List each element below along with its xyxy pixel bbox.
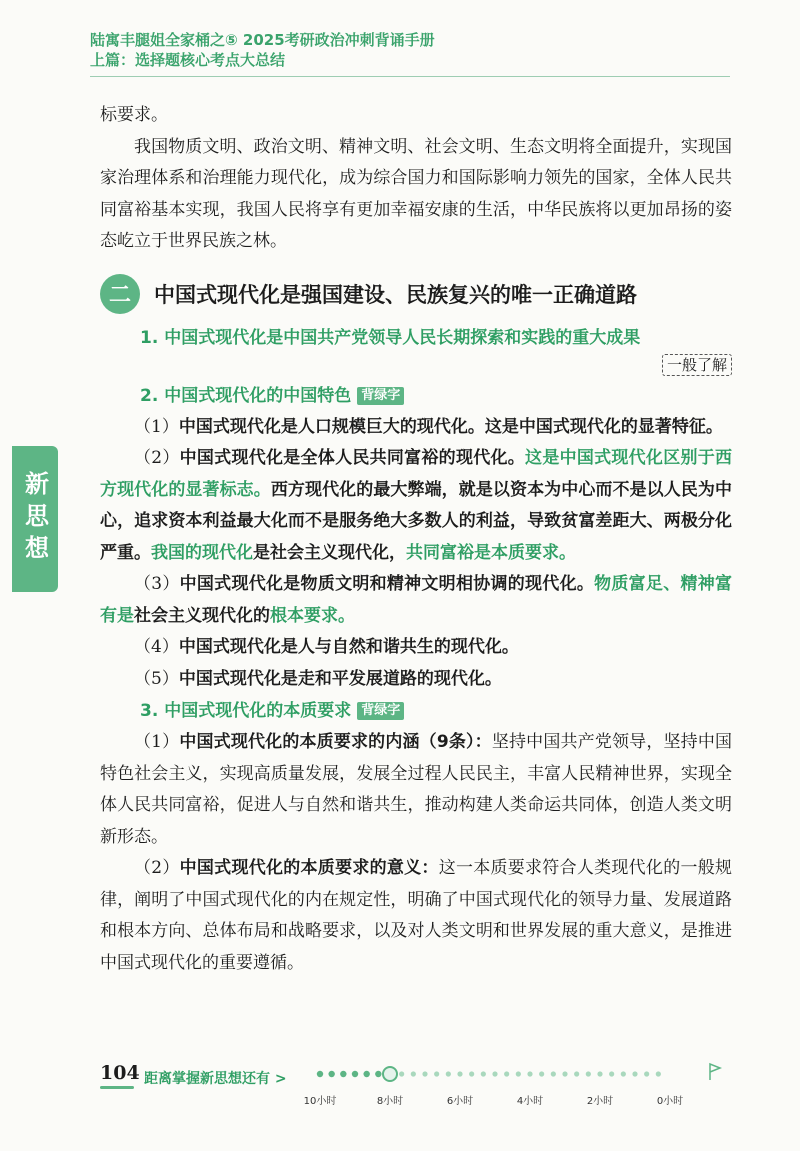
running-header — [90, 30, 730, 77]
hours-label: 10小时 — [303, 1096, 337, 1107]
item-3-2 — [100, 853, 732, 979]
item-number: （1） — [134, 732, 180, 752]
item-2-1 — [100, 412, 732, 444]
item-bold-text: 中国式现代化的本质要求的内涵（9条）： — [179, 732, 492, 752]
item-green-text: 这是中国式现代化区别于西方现代化的显著标志。 — [100, 448, 733, 500]
progress-track — [303, 1062, 750, 1112]
item-bold-text: 中国式现代化的本质要求的意义： — [179, 858, 439, 878]
item-2-5 — [100, 664, 732, 696]
item-text: 这一本质要求符合人类现代化的一般规律，阐明了中国式现代化的内在规定性，明确了中国式现代化的领导力量、发展道路和根本方向、总体布局和战略要求，以及对人类文明和世界发展的重大意义，是推进中国式现代化的重要遵循。 — [100, 858, 733, 973]
item-green-text: 根本要求。 — [270, 605, 355, 626]
subheading-3 — [100, 695, 732, 727]
progress-dot — [551, 1071, 556, 1076]
current-progress-marker — [383, 1067, 397, 1081]
progress-dot — [527, 1071, 532, 1076]
hours-label: 2小时 — [586, 1096, 614, 1107]
item-number: （2） — [134, 448, 180, 468]
hours-label: 4小时 — [516, 1096, 544, 1107]
hours-label: 6小时 — [446, 1096, 474, 1107]
progress-dot — [504, 1071, 509, 1076]
progress-dot — [516, 1071, 521, 1076]
progress-dot — [352, 1071, 358, 1077]
progress-dot — [375, 1071, 381, 1077]
progress-dot — [586, 1071, 591, 1076]
item-green-text: 物质富足、精神富有是 — [100, 574, 733, 626]
hours-label: 0小时 — [656, 1096, 684, 1107]
item-2-2 — [100, 443, 732, 569]
progress-dot — [492, 1071, 497, 1076]
item-2-4 — [100, 632, 732, 664]
progress-dot — [597, 1071, 602, 1076]
progress-dot — [363, 1071, 369, 1077]
header-chapter-title: 上篇：选择题核心考点大总结 — [90, 51, 286, 69]
progress-dot — [434, 1071, 439, 1076]
header-book-title: 陆寓丰腿姐全家桶之⑤ 2025考研政治冲刺背诵手册 — [90, 31, 435, 49]
progress-dot — [411, 1071, 416, 1076]
item-number: （2） — [134, 858, 180, 878]
side-chapter-label: 新思想 — [20, 471, 49, 567]
side-chapter-tab — [12, 446, 58, 592]
progress-dots — [310, 1062, 750, 1092]
subheading-2 — [100, 380, 732, 412]
level-row — [100, 354, 732, 380]
progress-dot — [469, 1071, 474, 1076]
finish-flag-icon — [710, 1064, 720, 1080]
item-2-3 — [100, 569, 732, 632]
progress-dot — [328, 1071, 334, 1077]
item-bold-text: 中国式现代化是物质文明和精神文明相协调的现代化。 — [179, 574, 595, 594]
level-tag: 一般了解 — [662, 354, 732, 376]
paragraph-goals: 我国物质文明、政治文明、精神文明、社会文明、生态文明将全面提升，实现国家治理体系和治理能力现代化，成为综合国力和国际影响力领先的国家，全体人民共同富裕基本实现，我国人民将享有更加幸福安康的生活，中华民族将以更加昂扬的姿态屹立于世界民族之林。 — [100, 136, 732, 251]
progress-dot — [446, 1071, 451, 1076]
item-green-text: 我国的现代化 — [151, 542, 253, 563]
item-bold-text: 西方现代化的最大弊端，就是以资本为中心而不是以人民为中心，追求资本利益最大化而不是服务绝大多数人的利益，导致贫富差距大、两极分化严重。 — [100, 479, 733, 563]
progress-dot — [481, 1071, 486, 1076]
progress-dot — [399, 1071, 404, 1076]
progress-label: 距离掌握新思想还有 > — [144, 1071, 287, 1087]
paragraph-continued: 标要求。 — [100, 105, 168, 125]
progress-dot — [340, 1071, 346, 1077]
page-footer — [100, 1062, 760, 1112]
hours-label: 8小时 — [376, 1096, 404, 1107]
item-3-1 — [100, 727, 732, 853]
progress-dot — [317, 1071, 323, 1077]
memorize-green-tag: 背绿字 — [357, 702, 404, 720]
section-heading — [100, 272, 732, 316]
page-number-underline — [100, 1086, 134, 1089]
subheading-1: 1. 中国式现代化是中国共产党领导人民长期探索和实践的重大成果 — [140, 327, 641, 348]
progress-dot — [644, 1071, 649, 1076]
item-number: （5） — [134, 668, 179, 689]
progress-dot — [457, 1071, 462, 1076]
progress-dot — [656, 1071, 661, 1076]
item-number: （4） — [134, 637, 179, 657]
subheading-2-text: 2. 中国式现代化的中国特色 — [140, 385, 352, 406]
item-bold-text: 中国式现代化是全体人民共同富裕的现代化。 — [179, 448, 526, 468]
page-content — [100, 100, 732, 979]
item-number: （1） — [134, 416, 179, 437]
subheading-3-text: 3. 中国式现代化的本质要求 — [140, 701, 352, 721]
item-text: 坚持中国共产党领导，坚持中国特色社会主义，实现高质量发展，发展全过程人民民主，丰富人民精神世界，实现全体人民共同富裕，促进人与自然和谐共生，推动构建人类命运共同体，创造人类文明新形态。 — [100, 732, 733, 847]
item-bold-text: 社会主义现代化的 — [134, 605, 270, 626]
progress-dot — [574, 1071, 579, 1076]
memorize-green-tag: 背绿字 — [357, 387, 404, 405]
section-number-badge: 二 — [100, 274, 140, 314]
item-bold-text: 中国式现代化是走和平发展道路的现代化。 — [178, 668, 502, 689]
page-number: 104 — [100, 1062, 140, 1084]
item-green-text: 共同富裕是本质要求。 — [406, 542, 576, 563]
item-number: （3） — [134, 574, 180, 594]
section-title: 中国式现代化是强国建设、民族复兴的唯一正确道路 — [154, 282, 637, 307]
progress-dot — [609, 1071, 614, 1076]
progress-dot — [562, 1071, 567, 1076]
progress-dot — [422, 1071, 427, 1076]
progress-dot — [539, 1071, 544, 1076]
item-bold-text: 是社会主义现代化， — [253, 542, 406, 563]
progress-dot — [632, 1071, 637, 1076]
item-bold-text: 中国式现代化是人与自然和谐共生的现代化。 — [178, 637, 519, 657]
progress-dot — [621, 1071, 626, 1076]
item-bold-text: 中国式现代化是人口规模巨大的现代化。这是中国式现代化的显著特征。 — [178, 416, 723, 437]
